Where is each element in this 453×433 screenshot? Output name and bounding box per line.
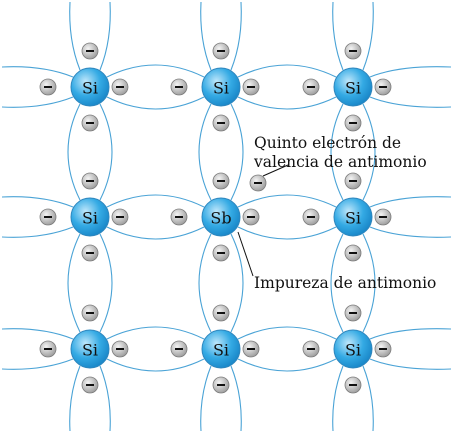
electron-22 bbox=[345, 173, 361, 189]
bond-edge-top-right-c2 bbox=[363, 2, 373, 70]
electron-34 bbox=[345, 305, 361, 321]
bond-v-right-c1-r1 bbox=[231, 234, 243, 332]
electron-20 bbox=[303, 209, 319, 225]
electron-10 bbox=[345, 43, 361, 59]
bond-edge-bottom-left-c0 bbox=[70, 366, 80, 431]
bond-h-upper-r2-c0 bbox=[107, 327, 204, 339]
atom-si-r0-c2 bbox=[334, 68, 372, 106]
bond-h-upper-r1-c1 bbox=[238, 195, 336, 207]
atom-symbol: Si bbox=[344, 208, 362, 228]
electron-31 bbox=[213, 377, 229, 393]
atom-symbol: Si bbox=[212, 340, 230, 360]
atom-si-r2-c2 bbox=[334, 330, 372, 368]
bond-edge-right-lower-r0 bbox=[370, 97, 451, 107]
electron-16 bbox=[171, 209, 187, 225]
electron-24 bbox=[40, 341, 56, 357]
bond-edge-top-left-c2 bbox=[333, 2, 343, 70]
bond-v-left-c0-r0 bbox=[68, 104, 80, 200]
electron-1 bbox=[112, 79, 128, 95]
bond-edge-left-upper-r2 bbox=[2, 329, 73, 339]
bond-edge-left-upper-r1 bbox=[2, 197, 73, 207]
bond-edge-right-upper-r1 bbox=[370, 197, 451, 207]
atom-symbol: Si bbox=[344, 340, 362, 360]
electron-5 bbox=[243, 79, 259, 95]
atom-si-r0-c0 bbox=[71, 68, 109, 106]
bond-edge-top-left-c1 bbox=[201, 2, 211, 70]
electron-13 bbox=[112, 209, 128, 225]
atom-si-r0-c1 bbox=[202, 68, 240, 106]
bond-v-left-c0-r1 bbox=[68, 234, 80, 332]
fifth-valence-electron bbox=[250, 175, 266, 191]
electron-30 bbox=[213, 305, 229, 321]
bond-edge-top-right-c0 bbox=[100, 2, 110, 70]
electron-27 bbox=[82, 377, 98, 393]
bond-edge-bottom-left-c2 bbox=[333, 366, 343, 431]
impurity-label: Impureza de antimonio bbox=[254, 274, 437, 292]
electron-33 bbox=[375, 341, 391, 357]
electron-6 bbox=[213, 43, 229, 59]
electron-32 bbox=[303, 341, 319, 357]
electron-14 bbox=[82, 173, 98, 189]
bond-edge-left-upper-r0 bbox=[2, 67, 73, 77]
electron-35 bbox=[345, 377, 361, 393]
electron-12 bbox=[40, 209, 56, 225]
electron-15 bbox=[82, 245, 98, 261]
atom-symbol: Si bbox=[81, 78, 99, 98]
bond-edge-left-lower-r0 bbox=[2, 97, 73, 107]
electron-23 bbox=[345, 245, 361, 261]
bond-h-upper-r0-c1 bbox=[238, 65, 336, 77]
fifth-electron-label-line2: valencia de antimonio bbox=[254, 153, 427, 171]
bond-v-right-c0-r0 bbox=[100, 104, 112, 200]
electron-26 bbox=[82, 305, 98, 321]
atom-symbol: Si bbox=[81, 340, 99, 360]
bond-edge-bottom-right-c1 bbox=[231, 366, 241, 431]
electron-21 bbox=[375, 209, 391, 225]
bond-edge-bottom-right-c2 bbox=[363, 366, 373, 431]
electron-7 bbox=[213, 115, 229, 131]
atom-symbol: Si bbox=[81, 208, 99, 228]
atom-si-r1-c2 bbox=[334, 198, 372, 236]
electron-8 bbox=[303, 79, 319, 95]
bond-v-left-c1-r1 bbox=[199, 234, 211, 332]
bond-h-lower-r2-c1 bbox=[238, 359, 336, 371]
electron-29 bbox=[243, 341, 259, 357]
atom-si-r2-c1 bbox=[202, 330, 240, 368]
bond-v-right-c0-r1 bbox=[100, 234, 112, 332]
bond-edge-bottom-right-c0 bbox=[100, 366, 110, 431]
bond-edge-right-lower-r2 bbox=[370, 359, 451, 369]
electron-25 bbox=[112, 341, 128, 357]
bond-edge-right-upper-r0 bbox=[370, 67, 451, 77]
bond-edge-left-lower-r1 bbox=[2, 227, 73, 237]
bond-h-lower-r2-c0 bbox=[107, 359, 204, 371]
electron-9 bbox=[375, 79, 391, 95]
bond-v-right-c2-r0 bbox=[363, 104, 375, 200]
electron-0 bbox=[40, 79, 56, 95]
bond-edge-bottom-left-c1 bbox=[201, 366, 211, 431]
atom-symbol: Si bbox=[344, 78, 362, 98]
atom-sb-r1-c1 bbox=[202, 198, 240, 236]
electron-2 bbox=[82, 43, 98, 59]
bond-edge-right-lower-r1 bbox=[370, 227, 451, 237]
electron-3 bbox=[82, 115, 98, 131]
atom-symbol: Sb bbox=[210, 208, 232, 228]
electron-4 bbox=[171, 79, 187, 95]
bond-h-lower-r1-c0 bbox=[107, 227, 204, 239]
bond-h-lower-r1-c1 bbox=[238, 227, 336, 239]
atom-si-r2-c0 bbox=[71, 330, 109, 368]
bond-edge-top-left-c0 bbox=[70, 2, 80, 70]
bond-v-left-c1-r0 bbox=[199, 104, 211, 200]
electron-11 bbox=[345, 115, 361, 131]
bond-v-right-c1-r0 bbox=[231, 104, 243, 200]
impurity-leader-line bbox=[238, 232, 253, 276]
bond-h-lower-r0-c1 bbox=[238, 97, 336, 109]
bond-edge-right-upper-r2 bbox=[370, 329, 451, 339]
atom-si-r1-c0 bbox=[71, 198, 109, 236]
atom-symbol: Si bbox=[212, 78, 230, 98]
fifth-electron-label-line1: Quinto electrón de bbox=[254, 134, 402, 152]
bond-h-upper-r1-c0 bbox=[107, 195, 204, 207]
electron-19 bbox=[213, 245, 229, 261]
electron-28 bbox=[171, 341, 187, 357]
electron-17 bbox=[243, 209, 259, 225]
electron-18 bbox=[213, 173, 229, 189]
bond-v-left-c2-r0 bbox=[331, 104, 343, 200]
bond-h-lower-r0-c0 bbox=[107, 97, 204, 109]
bond-edge-left-lower-r2 bbox=[2, 359, 73, 369]
bond-edge-top-right-c1 bbox=[231, 2, 241, 70]
bond-h-upper-r2-c1 bbox=[238, 327, 336, 339]
bond-h-upper-r0-c0 bbox=[107, 65, 204, 77]
